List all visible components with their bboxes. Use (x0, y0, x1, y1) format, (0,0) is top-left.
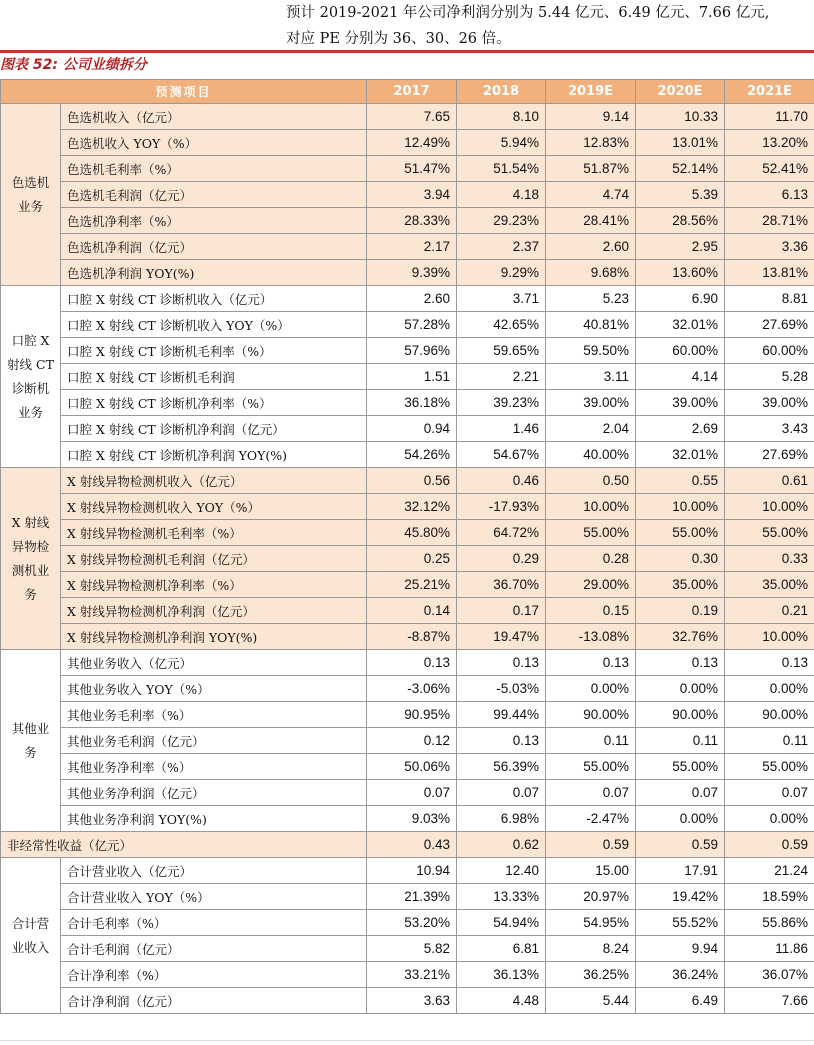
value-cell: 2.95 (636, 234, 725, 260)
table-row (1, 884, 814, 910)
row-label: 口腔 X 射线 CT 诊断机收入（亿元） (61, 286, 367, 312)
value-cell: 7.65 (367, 104, 457, 130)
value-cell: 0.43 (367, 832, 457, 858)
value-cell: 0.07 (367, 780, 457, 806)
header-year: 2021E (725, 80, 814, 104)
value-cell: 12.49% (367, 130, 457, 156)
value-cell: -5.03% (457, 676, 546, 702)
table-row (1, 364, 814, 390)
value-cell: 0.00% (725, 806, 814, 832)
value-cell: 9.14 (546, 104, 636, 130)
category-cell (1, 468, 61, 650)
row-label: 合计营业收入 YOY（%） (61, 884, 367, 910)
value-cell: 54.26% (367, 442, 457, 468)
row-label: 合计毛利润（亿元） (61, 936, 367, 962)
table-row (1, 468, 814, 494)
header-year: 2017 (367, 80, 457, 104)
value-cell: 0.19 (636, 598, 725, 624)
value-cell: 0.13 (367, 650, 457, 676)
row-label: 口腔 X 射线 CT 诊断机净利率（%） (61, 390, 367, 416)
row-label: 合计营业收入（亿元） (61, 858, 367, 884)
value-cell: 0.13 (636, 650, 725, 676)
category-line: 异物检 (11, 538, 50, 554)
value-cell: 90.00% (725, 702, 814, 728)
table-row (1, 286, 814, 312)
value-cell: 35.00% (725, 572, 814, 598)
value-cell: 51.47% (367, 156, 457, 182)
value-cell: 0.61 (725, 468, 814, 494)
row-label: 色选机净利润（亿元） (61, 234, 367, 260)
category-line: 务 (24, 586, 37, 602)
value-cell: 4.74 (546, 182, 636, 208)
value-cell: 36.25% (546, 962, 636, 988)
value-cell: 54.95% (546, 910, 636, 936)
value-cell: 42.65% (457, 312, 546, 338)
row-label: X 射线异物检测机收入 YOY（%） (61, 494, 367, 520)
value-cell: 1.46 (457, 416, 546, 442)
value-cell: 11.70 (725, 104, 814, 130)
value-cell: 27.69% (725, 442, 814, 468)
value-cell: 5.94% (457, 130, 546, 156)
table-row (1, 624, 814, 650)
value-cell: -8.87% (367, 624, 457, 650)
value-cell: 39.00% (725, 390, 814, 416)
category-cell (1, 650, 61, 832)
intro-line-1: 预计 2019-2021 年公司净利润分别为 5.44 亿元、6.49 亿元、7.66 亿元, (286, 5, 770, 21)
page-bottom-divider (0, 1040, 814, 1041)
value-cell: 0.07 (457, 780, 546, 806)
value-cell: 55.00% (725, 754, 814, 780)
value-cell: 52.14% (636, 156, 725, 182)
table-row-nonrecurring (1, 832, 814, 858)
value-cell: 10.33 (636, 104, 725, 130)
value-cell: 40.81% (546, 312, 636, 338)
value-cell: 19.42% (636, 884, 725, 910)
table-row (1, 598, 814, 624)
value-cell: 39.23% (457, 390, 546, 416)
row-label: 其他业务收入 YOY（%） (61, 676, 367, 702)
value-cell: 39.00% (546, 390, 636, 416)
value-cell: 0.11 (636, 728, 725, 754)
value-cell: 17.91 (636, 858, 725, 884)
value-cell: 99.44% (457, 702, 546, 728)
table-row (1, 806, 814, 832)
value-cell: 2.60 (367, 286, 457, 312)
table-row (1, 208, 814, 234)
value-cell: 28.33% (367, 208, 457, 234)
row-label: 其他业务毛利率（%） (61, 702, 367, 728)
value-cell: 15.00 (546, 858, 636, 884)
value-cell: 0.28 (546, 546, 636, 572)
value-cell: 0.55 (636, 468, 725, 494)
category-line: 色选机 (11, 174, 50, 190)
category-cell (1, 858, 61, 1014)
value-cell: 28.71% (725, 208, 814, 234)
table-row (1, 416, 814, 442)
value-cell: 19.47% (457, 624, 546, 650)
table-row (1, 910, 814, 936)
value-cell: 6.90 (636, 286, 725, 312)
table-row (1, 130, 814, 156)
value-cell: 3.36 (725, 234, 814, 260)
value-cell: 55.00% (546, 520, 636, 546)
value-cell: 2.04 (546, 416, 636, 442)
value-cell: 2.21 (457, 364, 546, 390)
value-cell: 20.97% (546, 884, 636, 910)
value-cell: 36.70% (457, 572, 546, 598)
value-cell: 28.41% (546, 208, 636, 234)
value-cell: 90.00% (546, 702, 636, 728)
row-label: 口腔 X 射线 CT 诊断机毛利率（%） (61, 338, 367, 364)
table-row (1, 182, 814, 208)
value-cell: 2.37 (457, 234, 546, 260)
value-cell: 0.13 (546, 650, 636, 676)
value-cell: 60.00% (636, 338, 725, 364)
table-row (1, 962, 814, 988)
value-cell: 6.81 (457, 936, 546, 962)
table-body (1, 104, 814, 1014)
value-cell: 40.00% (546, 442, 636, 468)
value-cell: 8.81 (725, 286, 814, 312)
value-cell: 18.59% (725, 884, 814, 910)
value-cell: 0.00% (546, 676, 636, 702)
value-cell: 3.11 (546, 364, 636, 390)
value-cell: -2.47% (546, 806, 636, 832)
value-cell: 36.07% (725, 962, 814, 988)
value-cell: 59.50% (546, 338, 636, 364)
value-cell: 10.00% (725, 494, 814, 520)
value-cell: 53.20% (367, 910, 457, 936)
value-cell: 10.00% (546, 494, 636, 520)
value-cell: 3.71 (457, 286, 546, 312)
row-label: 色选机收入 YOY（%） (61, 130, 367, 156)
table-row (1, 702, 814, 728)
value-cell: 36.24% (636, 962, 725, 988)
value-cell: 0.07 (546, 780, 636, 806)
value-cell: 5.23 (546, 286, 636, 312)
value-cell: 0.59 (636, 832, 725, 858)
value-cell: 0.15 (546, 598, 636, 624)
category-line: 业务 (17, 198, 43, 214)
value-cell: 0.30 (636, 546, 725, 572)
value-cell: 2.69 (636, 416, 725, 442)
table-row (1, 728, 814, 754)
category-cell (1, 104, 61, 286)
category-line: 务 (24, 744, 37, 760)
value-cell: 50.06% (367, 754, 457, 780)
row-label: X 射线异物检测机毛利率（%） (61, 520, 367, 546)
category-line: 合计营 (11, 915, 50, 931)
value-cell: 0.94 (367, 416, 457, 442)
table-row (1, 442, 814, 468)
value-cell: 27.69% (725, 312, 814, 338)
intro-paragraph (286, 0, 814, 52)
value-cell: 0.59 (725, 832, 814, 858)
header-year: 2019E (546, 80, 636, 104)
value-cell: 55.00% (546, 754, 636, 780)
value-cell: 36.13% (457, 962, 546, 988)
value-cell: 0.00% (725, 676, 814, 702)
value-cell: 5.39 (636, 182, 725, 208)
value-cell: 21.24 (725, 858, 814, 884)
value-cell: 29.00% (546, 572, 636, 598)
row-label: 其他业务净利率（%） (61, 754, 367, 780)
value-cell: 13.20% (725, 130, 814, 156)
value-cell: 12.83% (546, 130, 636, 156)
row-label: 口腔 X 射线 CT 诊断机收入 YOY（%） (61, 312, 367, 338)
value-cell: 0.13 (457, 728, 546, 754)
category-cell (1, 286, 61, 468)
value-cell: 33.21% (367, 962, 457, 988)
value-cell: -13.08% (546, 624, 636, 650)
value-cell: 2.60 (546, 234, 636, 260)
value-cell: 13.60% (636, 260, 725, 286)
value-cell: 0.00% (636, 806, 725, 832)
value-cell: 39.00% (636, 390, 725, 416)
value-cell: 52.41% (725, 156, 814, 182)
category-line: 射线 CT (7, 356, 54, 372)
value-cell: 3.94 (367, 182, 457, 208)
value-cell: 21.39% (367, 884, 457, 910)
value-cell: 32.01% (636, 312, 725, 338)
value-cell: 9.68% (546, 260, 636, 286)
value-cell: 0.46 (457, 468, 546, 494)
row-label: X 射线异物检测机净利润（亿元） (61, 598, 367, 624)
value-cell: 0.25 (367, 546, 457, 572)
value-cell: 55.86% (725, 910, 814, 936)
table-row (1, 546, 814, 572)
value-cell: 55.52% (636, 910, 725, 936)
value-cell: 5.44 (546, 988, 636, 1014)
category-line: 测机业 (11, 562, 50, 578)
row-label: 合计毛利率（%） (61, 910, 367, 936)
value-cell: 13.33% (457, 884, 546, 910)
value-cell: 60.00% (725, 338, 814, 364)
value-cell: 45.80% (367, 520, 457, 546)
header-year: 2020E (636, 80, 725, 104)
value-cell: 57.28% (367, 312, 457, 338)
value-cell: 55.00% (636, 520, 725, 546)
earnings-breakdown-table (0, 79, 814, 1014)
value-cell: 2.17 (367, 234, 457, 260)
row-label: 其他业务净利润（亿元） (61, 780, 367, 806)
value-cell: 25.21% (367, 572, 457, 598)
table-row (1, 494, 814, 520)
row-label: 其他业务收入（亿元） (61, 650, 367, 676)
value-cell: 0.12 (367, 728, 457, 754)
row-label: 合计净利率（%） (61, 962, 367, 988)
value-cell: 10.00% (636, 494, 725, 520)
value-cell: -3.06% (367, 676, 457, 702)
row-label: X 射线异物检测机毛利润（亿元） (61, 546, 367, 572)
table-row (1, 936, 814, 962)
value-cell: 8.10 (457, 104, 546, 130)
table-row (1, 988, 814, 1014)
row-label: 合计净利润（亿元） (61, 988, 367, 1014)
row-label: 色选机净利润 YOY(%) (61, 260, 367, 286)
value-cell: 4.14 (636, 364, 725, 390)
value-cell: 56.39% (457, 754, 546, 780)
value-cell: 0.13 (725, 650, 814, 676)
value-cell: 0.13 (457, 650, 546, 676)
value-cell: 7.66 (725, 988, 814, 1014)
value-cell: 3.43 (725, 416, 814, 442)
value-cell: 0.29 (457, 546, 546, 572)
value-cell: 0.62 (457, 832, 546, 858)
category-line: 口腔 X (11, 332, 50, 348)
table-row (1, 650, 814, 676)
category-line: 业收入 (11, 939, 50, 955)
row-label: 色选机毛利润（亿元） (61, 182, 367, 208)
value-cell: 4.48 (457, 988, 546, 1014)
value-cell: 0.21 (725, 598, 814, 624)
category-line: 其他业 (11, 720, 50, 736)
value-cell: 0.59 (546, 832, 636, 858)
value-cell: 32.12% (367, 494, 457, 520)
table-row (1, 156, 814, 182)
value-cell: 10.94 (367, 858, 457, 884)
row-label: X 射线异物检测机收入（亿元） (61, 468, 367, 494)
table-row (1, 312, 814, 338)
value-cell: 3.63 (367, 988, 457, 1014)
value-cell: 11.86 (725, 936, 814, 962)
caption-divider (0, 50, 814, 53)
header-year: 2018 (457, 80, 546, 104)
value-cell: 6.98% (457, 806, 546, 832)
value-cell: 0.07 (725, 780, 814, 806)
table-row (1, 754, 814, 780)
row-label: 色选机收入（亿元） (61, 104, 367, 130)
value-cell: 0.07 (636, 780, 725, 806)
value-cell: 35.00% (636, 572, 725, 598)
value-cell: 90.95% (367, 702, 457, 728)
value-cell: 13.01% (636, 130, 725, 156)
value-cell: 64.72% (457, 520, 546, 546)
value-cell: 0.14 (367, 598, 457, 624)
value-cell: 28.56% (636, 208, 725, 234)
value-cell: 6.13 (725, 182, 814, 208)
table-row (1, 260, 814, 286)
value-cell: 90.00% (636, 702, 725, 728)
value-cell: 10.00% (725, 624, 814, 650)
value-cell: 9.29% (457, 260, 546, 286)
row-label: 色选机毛利率（%） (61, 156, 367, 182)
table-row (1, 858, 814, 884)
row-label: 其他业务净利润 YOY(%) (61, 806, 367, 832)
value-cell: 9.39% (367, 260, 457, 286)
table-row (1, 104, 814, 130)
value-cell: 5.82 (367, 936, 457, 962)
value-cell: 51.54% (457, 156, 546, 182)
value-cell: 59.65% (457, 338, 546, 364)
row-label: 口腔 X 射线 CT 诊断机净利润（亿元） (61, 416, 367, 442)
category-line: 诊断机 (11, 380, 50, 396)
value-cell: 0.00% (636, 676, 725, 702)
value-cell: 54.67% (457, 442, 546, 468)
value-cell: 55.00% (725, 520, 814, 546)
value-cell: 13.81% (725, 260, 814, 286)
value-cell: 4.18 (457, 182, 546, 208)
value-cell: 8.24 (546, 936, 636, 962)
table-row (1, 234, 814, 260)
value-cell: 9.03% (367, 806, 457, 832)
row-label: 口腔 X 射线 CT 诊断机毛利润 (61, 364, 367, 390)
row-label: X 射线异物检测机净利率（%） (61, 572, 367, 598)
table-row (1, 780, 814, 806)
value-cell: 5.28 (725, 364, 814, 390)
value-cell: 0.17 (457, 598, 546, 624)
row-label: 其他业务毛利润（亿元） (61, 728, 367, 754)
value-cell: 36.18% (367, 390, 457, 416)
value-cell: 55.00% (636, 754, 725, 780)
value-cell: 12.40 (457, 858, 546, 884)
row-label: 口腔 X 射线 CT 诊断机净利润 YOY(%) (61, 442, 367, 468)
category-line: 业务 (17, 404, 43, 420)
value-cell: 0.56 (367, 468, 457, 494)
value-cell: 1.51 (367, 364, 457, 390)
value-cell: 32.76% (636, 624, 725, 650)
value-cell: 0.11 (725, 728, 814, 754)
table-row (1, 520, 814, 546)
value-cell: 54.94% (457, 910, 546, 936)
table-header-row (1, 80, 814, 104)
value-cell: 9.94 (636, 936, 725, 962)
row-label: 色选机净利率（%） (61, 208, 367, 234)
table-row (1, 572, 814, 598)
value-cell: 51.87% (546, 156, 636, 182)
value-cell: 29.23% (457, 208, 546, 234)
value-cell: 0.33 (725, 546, 814, 572)
value-cell: 32.01% (636, 442, 725, 468)
value-cell: 57.96% (367, 338, 457, 364)
figure-caption: 图表 52: 公司业绩拆分 (0, 57, 147, 73)
table-row (1, 338, 814, 364)
table-row (1, 390, 814, 416)
intro-line-2: 对应 PE 分别为 36、30、26 倍。 (286, 31, 511, 47)
value-cell: -17.93% (457, 494, 546, 520)
row-label: X 射线异物检测机净利润 YOY(%) (61, 624, 367, 650)
header-item: 预测项目 (1, 80, 367, 104)
value-cell: 6.49 (636, 988, 725, 1014)
value-cell: 0.11 (546, 728, 636, 754)
row-label: 非经常性收益（亿元） (1, 832, 367, 858)
table-row (1, 676, 814, 702)
category-line: X 射线 (11, 514, 50, 530)
value-cell: 0.50 (546, 468, 636, 494)
